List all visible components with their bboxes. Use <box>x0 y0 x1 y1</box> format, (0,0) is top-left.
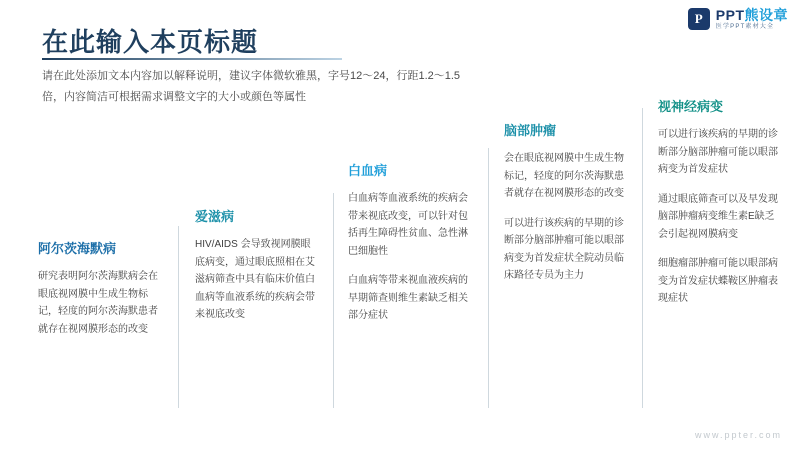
column-5 <box>658 98 782 320</box>
column-5-paragraph-2: 通过眼底筛查可以及早发现脑部肿瘤病变维生素E缺乏会引起视网膜病变 <box>658 193 778 240</box>
column-4-body <box>504 150 628 285</box>
column-1-heading: 阿尔茨海默病 <box>38 241 117 256</box>
column-2-paragraph-1: HIV/AIDS 会导致视网膜眼底病变，通过眼底照相在艾滋病筛查中具有临床价值白血病等血液系统的疾病会带来视底改变 <box>195 239 315 321</box>
watermark: www.ppter.com <box>694 430 782 440</box>
column-group <box>38 99 778 420</box>
column-3-body <box>348 190 472 325</box>
logo-text-group <box>716 8 788 31</box>
column-4-heading: 脑部肿瘤 <box>504 123 557 138</box>
column-1-paragraph-1: 研究表明阿尔茨海默病会在眼底视网膜中生成生物标记，轻度的阿尔茨海默患者就存在视网膜形态的改变 <box>38 271 158 335</box>
column-4-paragraph-1: 会在眼底视网膜中生成生物标记，轻度的阿尔茨海默患者就存在视网膜形态的改变 <box>504 153 624 200</box>
page-subtitle: 请在此处添加文本内容加以解释说明，建议字体微软雅黑，字号12～24，行距1.2～1.5倍，内容简洁可根据需求调整文字的大小或颜色等属性 <box>42 70 461 103</box>
logo-main-left: PPT <box>715 7 745 23</box>
page-title: 在此输入本页标题 <box>42 27 259 57</box>
column-2-body <box>195 236 319 324</box>
column-3-heading: 白血病 <box>348 163 388 178</box>
column-2 <box>195 208 319 336</box>
column-divider-1 <box>178 226 179 408</box>
column-divider-3 <box>488 148 489 408</box>
column-5-heading: 视神经病变 <box>658 99 724 114</box>
logo-main-text <box>716 8 788 23</box>
brand-logo <box>688 8 788 31</box>
column-5-paragraph-1: 可以进行该疾病的早期的诊断部分脑部肿瘤可能以眼部病变为首发症状 <box>658 129 778 176</box>
title-divider <box>42 58 342 60</box>
column-divider-2 <box>333 193 334 408</box>
column-3-paragraph-1: 白血病等血液系统的疾病会带来视底改变，可以针对包括再生障碍性贫血、急性淋巴细胞性 <box>348 193 468 257</box>
column-1-body <box>38 268 162 338</box>
logo-sub-text: 医学PPT素材大全 <box>715 24 775 31</box>
column-5-paragraph-3: 细胞瘤部肿瘤可能以眼部病变为首发症状蝶鞍区肿瘤表现症状 <box>658 258 778 305</box>
column-4 <box>504 122 628 297</box>
column-3-paragraph-2: 白血病等带来视血液疾病的早期筛查则维生素缺乏相关部分症状 <box>348 275 468 322</box>
logo-badge-icon: P <box>688 8 710 30</box>
logo-main-accent: 熊设章 <box>744 7 788 23</box>
column-4-paragraph-2: 可以进行该疾病的早期的诊断部分脑部肿瘤可能以眼部病变为首发症状全院动员临床路径专员为主力 <box>504 217 624 282</box>
column-5-body <box>658 126 782 308</box>
column-2-heading: 爱滋病 <box>195 209 235 224</box>
column-3 <box>348 162 472 337</box>
column-1 <box>38 240 162 350</box>
column-divider-4 <box>642 108 643 408</box>
